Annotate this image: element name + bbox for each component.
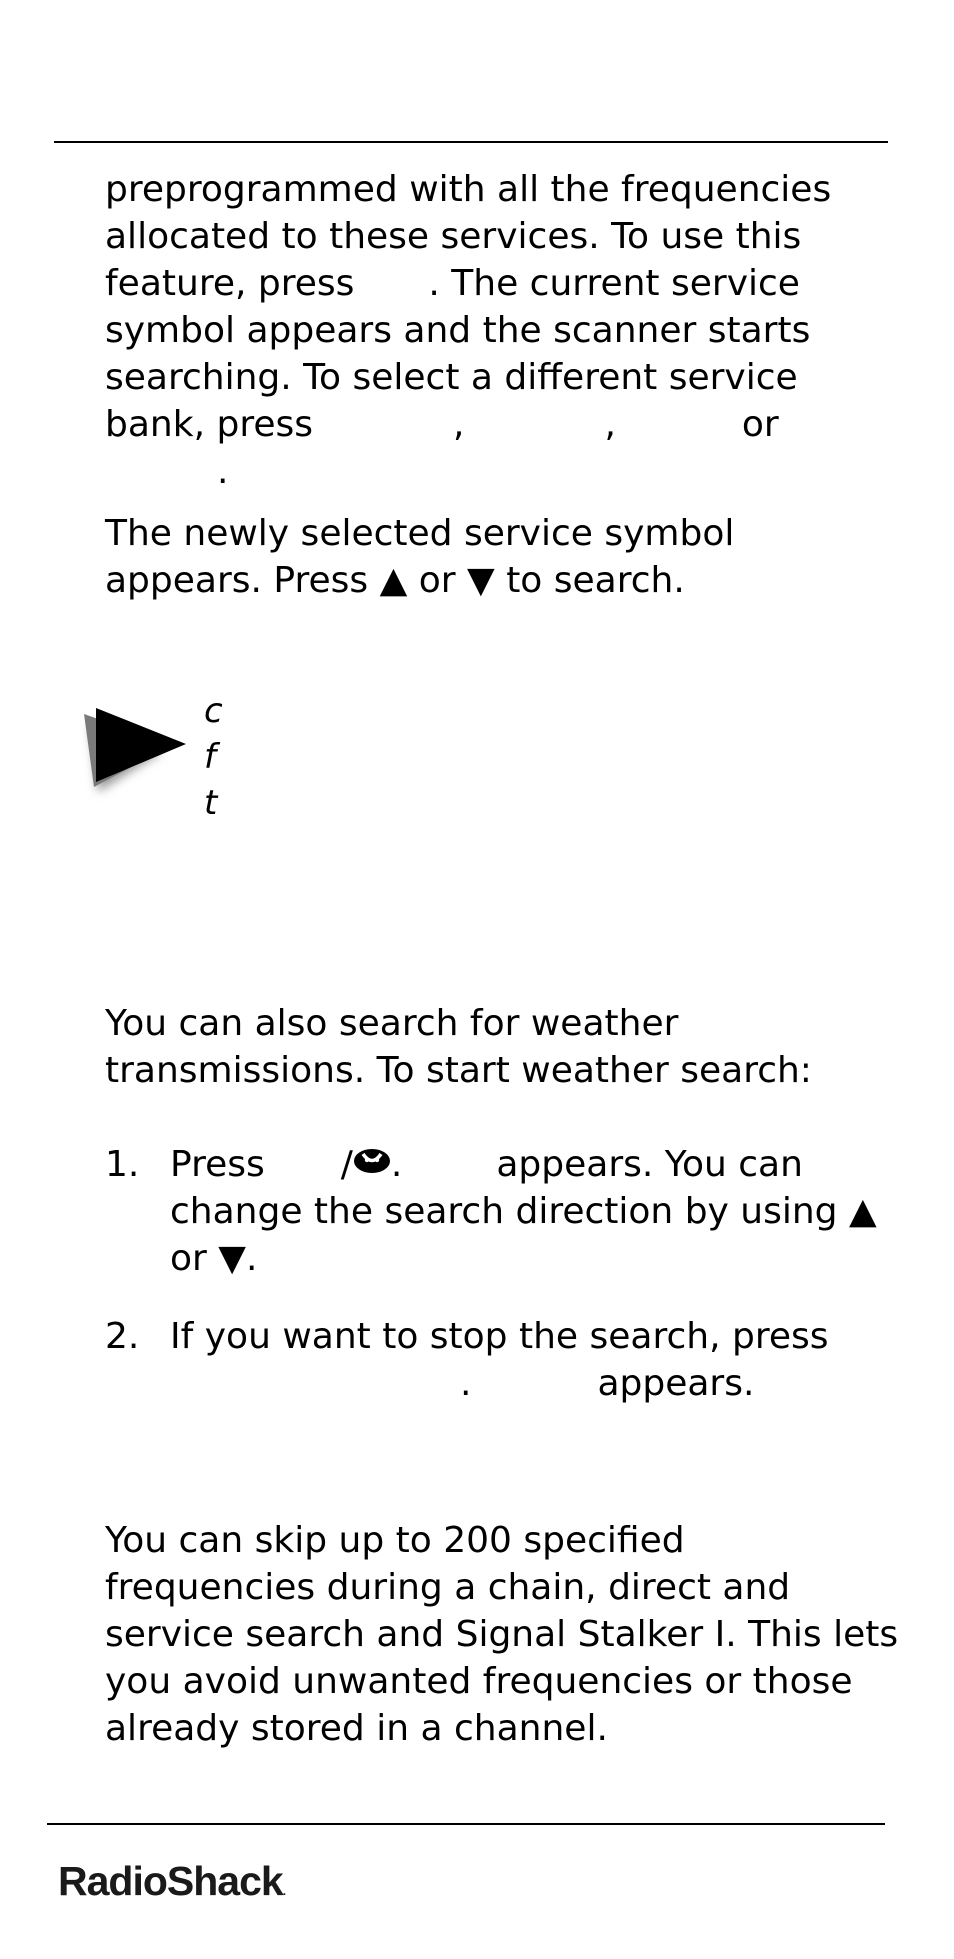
radioshack-logo: RadioShack. xyxy=(58,1858,287,1904)
text-line: . appears. xyxy=(460,1363,755,1404)
down-arrow-icon: ▼ xyxy=(218,1238,246,1279)
newly-selected-paragraph xyxy=(105,510,734,604)
text-line: you avoid unwanted frequencies or those xyxy=(105,1661,853,1702)
text-line: frequencies during a chain, direct and xyxy=(105,1567,791,1608)
text-line: searching. To select a different service xyxy=(105,357,798,398)
text-line: change the search direction by using ▲ xyxy=(170,1191,877,1232)
text-line: If you want to stop the search, press xyxy=(170,1316,829,1357)
step-number: 1. xyxy=(105,1144,140,1185)
text-line: already stored in a channel. xyxy=(105,1708,608,1749)
text-line: appears. Press ▲ or ▼ to search. xyxy=(105,560,685,601)
text-line: transmissions. To start weather search: xyxy=(105,1050,812,1091)
step-body xyxy=(170,1141,877,1282)
down-arrow-icon: ▼ xyxy=(467,560,495,601)
text-line: You can also search for weather xyxy=(105,1003,679,1044)
text-line: preprogrammed with all the frequencies xyxy=(105,169,832,210)
up-arrow-icon: ▲ xyxy=(848,1191,877,1232)
text-line: . xyxy=(217,451,229,492)
text-line: bank, press , , or xyxy=(105,404,779,445)
top-rule xyxy=(54,141,888,143)
weather-icon xyxy=(353,1148,391,1174)
text-line: symbol appears and the scanner starts xyxy=(105,310,811,351)
text-line: service search and Signal Stalker I. This lets xyxy=(105,1614,899,1655)
note-arrow-icon xyxy=(78,700,198,800)
text-line: You can skip up to 200 specified xyxy=(105,1520,685,1561)
text-line: or ▼. xyxy=(170,1238,258,1279)
note-text: c f t xyxy=(204,691,223,823)
text-line: allocated to these services. To use this xyxy=(105,216,802,257)
step-body xyxy=(170,1313,829,1407)
text-line: The newly selected service symbol xyxy=(105,513,735,554)
text-line: feature, press . The current service xyxy=(105,263,800,304)
step-number: 2. xyxy=(105,1316,140,1357)
bottom-rule xyxy=(47,1823,885,1825)
up-arrow-icon: ▲ xyxy=(379,560,408,601)
service-search-paragraph xyxy=(105,166,831,495)
weather-search-paragraph xyxy=(105,1000,812,1094)
text-line: Press / . appears. You can xyxy=(170,1144,803,1185)
skip-frequencies-paragraph xyxy=(105,1517,898,1752)
